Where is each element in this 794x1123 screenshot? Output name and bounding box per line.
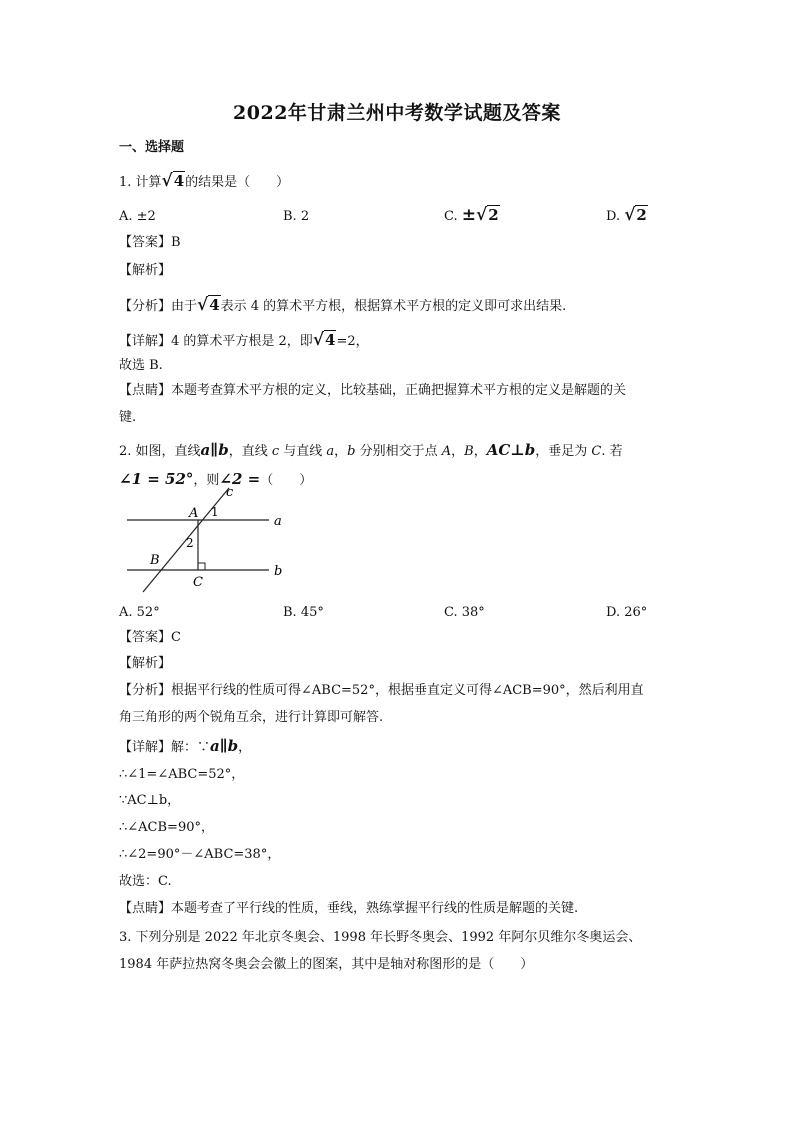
label-A: A — [189, 506, 199, 521]
q1-stem-post: 的结果是（ ） — [185, 175, 290, 190]
q2-step-2: ∵AC⊥b， — [119, 793, 181, 808]
q2-angle2: ∠2 = — [219, 470, 261, 488]
q2-option-c: C. 38° — [444, 605, 485, 620]
q1-option-c-expr: ±√2 — [461, 205, 499, 225]
q1-sqrt: √4 — [161, 171, 185, 191]
q2-choose: 故选：C. — [119, 874, 172, 889]
q2-option-d: D. 26° — [606, 605, 648, 620]
q2-step-1: ∴∠1=∠ABC=52°， — [119, 767, 245, 782]
label-b: b — [274, 564, 283, 579]
q1-xiangjie: 【详解】4 的算术平方根是 2，即√4=2， — [119, 330, 369, 350]
q1-option-b: B. 2 — [283, 209, 310, 224]
q2-answer: 【答案】C — [119, 630, 181, 645]
q1-analysis-label: 【解析】 — [119, 263, 172, 278]
q1-fenxi-sqrt: √4 — [197, 295, 220, 315]
q2-ac-perp-b: AC⊥b — [486, 441, 536, 459]
q1-option-d-expr: √2 — [624, 205, 647, 225]
q1-stem-pre: 1. 计算 — [119, 175, 162, 190]
q2-stem-line1: 2. 如图，直线a∥b，直线 c 与直线 a，b 分别相交于点 A，B，AC⊥b，垂足为 C. 若 — [119, 441, 623, 459]
q2-step-4: ∴∠2=90°－∠ABC=38°， — [119, 847, 281, 862]
q1-option-d: D. √2 — [606, 205, 647, 225]
q1-dianjing: 【点睛】本题考查算术平方根的定义，比较基础，正确把握算术平方根的定义是解题的关 — [119, 383, 627, 398]
q1-fenxi: 【分析】由于√4表示 4 的算术平方根，根据算术平方根的定义即可求出结果. — [119, 295, 567, 315]
label-angle-1: 1 — [211, 505, 219, 519]
label-C: C — [193, 575, 203, 590]
q1-choose: 故选 B. — [119, 358, 163, 373]
q1-dianjing-cont: 键. — [119, 410, 137, 425]
q1-answer: 【答案】B — [119, 235, 181, 250]
q2-step-3: ∴∠ACB=90°， — [119, 820, 214, 835]
q3-stem-line2: 1984 年萨拉热窝冬奥会会徽上的图案，其中是轴对称图形的是（ ） — [119, 957, 534, 972]
page-title: 2022年甘肃兰州中考数学试题及答案 — [233, 102, 561, 124]
q1-stem — [119, 172, 289, 192]
q2-fenxi-line2: 角三角形的两个锐角互余，进行计算即可解答. — [119, 710, 384, 725]
q2-stem-line2: ∠1 = 52°，则∠2 =（ ） — [119, 470, 313, 488]
section-heading: 一、选择题 — [119, 140, 185, 155]
q2-dianjing: 【点睛】本题考查了平行线的性质，垂线，熟练掌握平行线的性质是解题的关键. — [119, 901, 579, 916]
q1-option-c: C. ±√2 — [444, 205, 499, 225]
label-angle-2: 2 — [186, 536, 194, 550]
q2-xiangjie-parallel: a∥b — [210, 737, 239, 755]
q2-option-a: A. 52° — [119, 605, 160, 620]
q1-xiangjie-sqrt: √4 — [312, 330, 336, 350]
label-B: B — [150, 553, 160, 568]
q2-geometry-figure — [119, 484, 299, 594]
q1-option-a: A. ±2 — [119, 209, 156, 224]
right-angle-mark — [198, 563, 205, 570]
q2-angle1: ∠1 = 52° — [119, 470, 194, 488]
q2-fenxi-line1: 【分析】根据平行线的性质可得∠ABC=52°，根据垂直定义可得∠ACB=90°，然后利用直 — [119, 683, 644, 698]
q2-a-parallel-b: a∥b — [200, 441, 229, 459]
label-a: a — [274, 514, 282, 529]
q3-stem-line1: 3. 下列分别是 2022 年北京冬奥会、1998 年长野冬奥会、1992 年阿尔贝维尔冬奥运会、 — [119, 930, 642, 945]
q2-option-b: B. 45° — [283, 605, 324, 620]
label-c: c — [226, 485, 234, 500]
q2-analysis-label: 【解析】 — [119, 656, 172, 671]
q2-xiangjie: 【详解】解：∵a∥b， — [119, 737, 252, 755]
